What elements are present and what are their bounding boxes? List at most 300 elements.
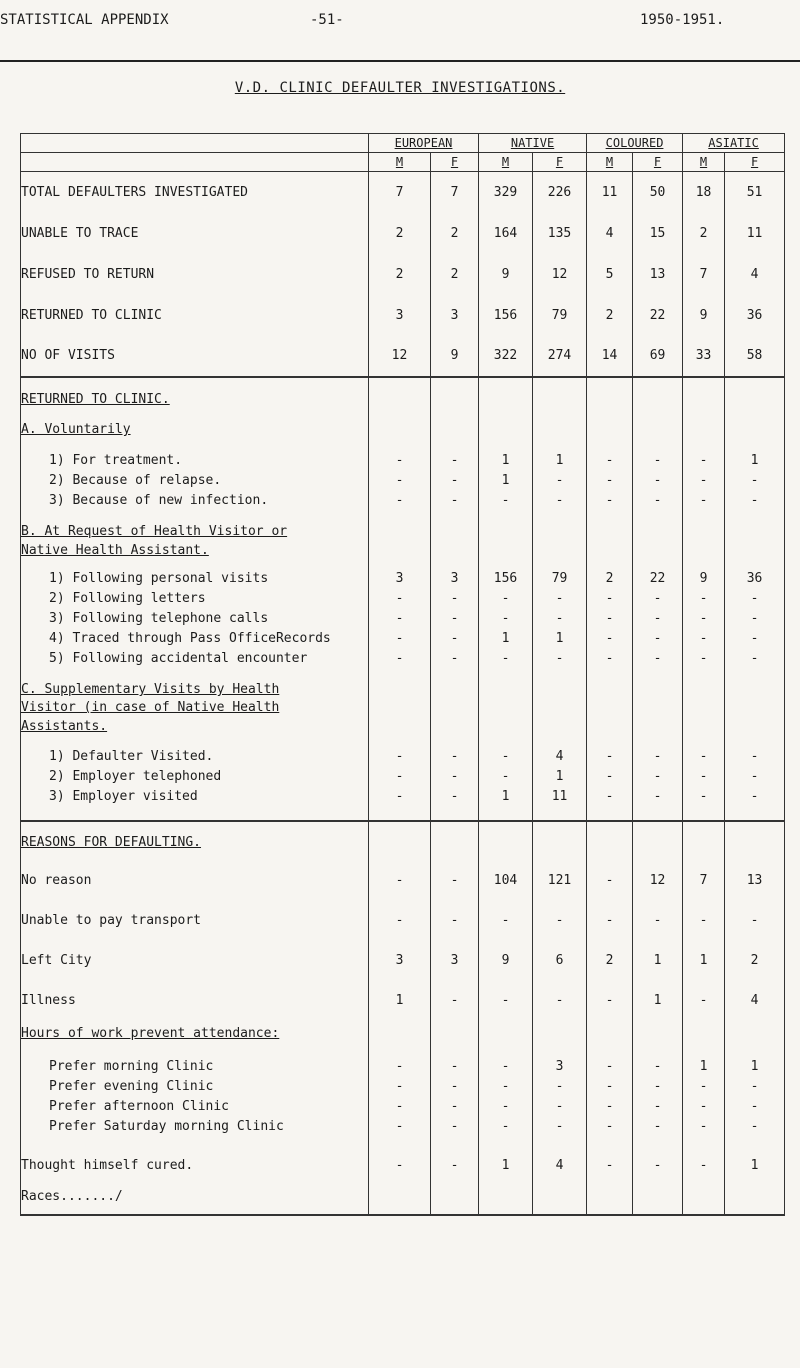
value-cell: 104: [479, 861, 533, 901]
empty-cell: [633, 523, 683, 541]
value-cell: -: [683, 609, 725, 629]
value-cell: -: [587, 901, 633, 941]
value-cell: -: [369, 491, 431, 511]
value-cell: [369, 1179, 431, 1215]
value-cell: [587, 1179, 633, 1215]
empty-cell: [725, 681, 785, 699]
value-cell: 135: [533, 213, 587, 254]
empty-cell: [533, 831, 587, 855]
value-cell: 12: [533, 254, 587, 295]
empty-cell: [21, 1137, 369, 1153]
value-cell: -: [725, 629, 785, 649]
value-cell: -: [725, 1117, 785, 1137]
col-sub: F: [633, 153, 683, 172]
section-heading-row: [21, 419, 785, 441]
value-cell: -: [479, 491, 533, 511]
sub-header-row: [21, 153, 785, 172]
empty-cell: [633, 807, 683, 821]
empty-cell: [633, 1137, 683, 1153]
value-cell: 1: [683, 941, 725, 981]
value-cell: 121: [533, 861, 587, 901]
empty-cell: [479, 523, 533, 541]
empty-cell: [21, 561, 369, 569]
empty-cell: [533, 1047, 587, 1057]
value-cell: 13: [725, 861, 785, 901]
empty-cell: [369, 821, 431, 831]
empty-cell: [479, 541, 533, 561]
value-cell: -: [431, 471, 479, 491]
value-cell: -: [683, 1117, 725, 1137]
value-cell: -: [369, 767, 431, 787]
empty-cell: [683, 389, 725, 411]
empty-cell: [725, 1021, 785, 1047]
value-cell: -: [479, 1077, 533, 1097]
empty-cell: [431, 541, 479, 561]
empty-cell: [533, 737, 587, 747]
value-cell: 2: [431, 213, 479, 254]
value-cell: -: [683, 491, 725, 511]
value-cell: -: [633, 901, 683, 941]
empty-cell: [683, 1047, 725, 1057]
value-cell: -: [683, 747, 725, 767]
value-cell: 156: [479, 569, 533, 589]
table-row: [21, 861, 785, 901]
empty-cell: [587, 511, 633, 523]
empty-cell: [725, 561, 785, 569]
report-year: 1950-1951.: [640, 12, 725, 28]
value-cell: 9: [431, 336, 479, 377]
value-cell: 1: [369, 981, 431, 1021]
page-title: V.D. CLINIC DEFAULTER INVESTIGATIONS.: [234, 80, 566, 96]
value-cell: 2: [369, 213, 431, 254]
value-cell: -: [431, 451, 479, 471]
value-cell: 156: [479, 295, 533, 336]
empty-cell: [479, 717, 533, 737]
empty-cell: [587, 669, 633, 681]
table-row: [21, 295, 785, 336]
value-cell: 79: [533, 295, 587, 336]
empty-cell: [533, 441, 587, 451]
empty-cell: [533, 377, 587, 389]
empty-cell: [533, 411, 587, 419]
value-cell: -: [369, 1057, 431, 1077]
value-cell: -: [633, 1077, 683, 1097]
empty-cell: [587, 389, 633, 411]
value-cell: 2: [587, 295, 633, 336]
empty-cell: [633, 441, 683, 451]
row-label: RETURNED TO CLINIC: [21, 295, 369, 336]
empty-cell: [587, 1137, 633, 1153]
value-cell: 13: [633, 254, 683, 295]
value-cell: 1: [633, 981, 683, 1021]
value-cell: -: [587, 1117, 633, 1137]
empty-cell: [431, 807, 479, 821]
table-row: [21, 649, 785, 669]
table-row: [21, 1097, 785, 1117]
empty-cell: [431, 523, 479, 541]
empty-cell: [725, 821, 785, 831]
empty-cell: [587, 1021, 633, 1047]
value-cell: 4: [587, 213, 633, 254]
table-row: [21, 471, 785, 491]
empty-cell: [479, 1047, 533, 1057]
value-cell: -: [533, 609, 587, 629]
value-cell: -: [533, 589, 587, 609]
empty-cell: [533, 541, 587, 561]
corner-cell: [21, 134, 369, 153]
value-cell: -: [431, 767, 479, 787]
value-cell: -: [479, 609, 533, 629]
empty-cell: [683, 681, 725, 699]
empty-cell: [587, 681, 633, 699]
empty-cell: [533, 699, 587, 717]
empty-cell: [533, 511, 587, 523]
value-cell: 11: [587, 172, 633, 213]
value-cell: -: [369, 747, 431, 767]
row-label: 4) Traced through Pass OfficeRecords: [21, 629, 369, 649]
value-cell: -: [725, 901, 785, 941]
row-label: 3) Because of new infection.: [21, 491, 369, 511]
value-cell: -: [369, 589, 431, 609]
value-cell: -: [431, 491, 479, 511]
empty-cell: [725, 1047, 785, 1057]
empty-cell: [479, 419, 533, 441]
empty-cell: [587, 377, 633, 389]
row-label: Thought himself cured.: [21, 1153, 369, 1179]
value-cell: -: [725, 787, 785, 807]
value-cell: [633, 1179, 683, 1215]
table-row: [21, 981, 785, 1021]
value-cell: -: [633, 787, 683, 807]
value-cell: 226: [533, 172, 587, 213]
empty-cell: [479, 669, 533, 681]
value-cell: -: [431, 629, 479, 649]
value-cell: -: [587, 1097, 633, 1117]
col-sub: M: [479, 153, 533, 172]
empty-cell: [369, 1047, 431, 1057]
value-cell: [725, 1179, 785, 1215]
value-cell: -: [479, 767, 533, 787]
value-cell: -: [587, 471, 633, 491]
spacer-row: [21, 411, 785, 419]
section-heading-row: [21, 389, 785, 411]
empty-cell: [533, 389, 587, 411]
value-cell: 1: [725, 451, 785, 471]
empty-cell: [431, 681, 479, 699]
value-cell: -: [431, 1077, 479, 1097]
value-cell: -: [587, 747, 633, 767]
value-cell: -: [369, 609, 431, 629]
empty-cell: [725, 541, 785, 561]
spacer-row: [21, 737, 785, 747]
value-cell: -: [533, 1117, 587, 1137]
empty-cell: [587, 717, 633, 737]
value-cell: 2: [587, 941, 633, 981]
empty-cell: [683, 511, 725, 523]
empty-cell: [431, 419, 479, 441]
empty-cell: [369, 699, 431, 717]
col-group-european: EUROPEAN: [369, 134, 479, 153]
value-cell: -: [683, 451, 725, 471]
value-cell: -: [369, 1077, 431, 1097]
empty-cell: [369, 441, 431, 451]
empty-cell: [479, 411, 533, 419]
row-label: Unable to pay transport: [21, 901, 369, 941]
value-cell: -: [369, 1097, 431, 1117]
empty-cell: [479, 511, 533, 523]
value-cell: -: [533, 1077, 587, 1097]
value-cell: -: [369, 471, 431, 491]
empty-cell: [431, 389, 479, 411]
value-cell: -: [683, 1153, 725, 1179]
value-cell: 9: [683, 569, 725, 589]
spacer-row: [21, 1137, 785, 1153]
empty-cell: [633, 717, 683, 737]
empty-cell: [725, 807, 785, 821]
spacer-row: [21, 669, 785, 681]
value-cell: -: [431, 981, 479, 1021]
table-row: [21, 254, 785, 295]
value-cell: -: [431, 649, 479, 669]
empty-cell: [533, 821, 587, 831]
value-cell: 1: [479, 451, 533, 471]
value-cell: -: [587, 1077, 633, 1097]
appendix-label: STATISTICAL APPENDIX: [0, 12, 169, 28]
empty-cell: [431, 1021, 479, 1047]
table-row: [21, 609, 785, 629]
empty-cell: [683, 821, 725, 831]
col-sub: M: [369, 153, 431, 172]
empty-cell: [431, 441, 479, 451]
value-cell: -: [633, 589, 683, 609]
empty-cell: [633, 377, 683, 389]
empty-cell: [21, 1047, 369, 1057]
empty-cell: [587, 807, 633, 821]
value-cell: -: [725, 747, 785, 767]
row-label: 3) Employer visited: [21, 787, 369, 807]
spacer-row: [21, 561, 785, 569]
value-cell: 15: [633, 213, 683, 254]
value-cell: 7: [431, 172, 479, 213]
value-cell: -: [683, 1077, 725, 1097]
value-cell: -: [369, 1117, 431, 1137]
section-heading-row: [21, 681, 785, 699]
empty-cell: [587, 561, 633, 569]
value-cell: -: [633, 471, 683, 491]
value-cell: 1: [533, 629, 587, 649]
empty-cell: [633, 561, 683, 569]
empty-cell: [725, 737, 785, 747]
value-cell: 12: [633, 861, 683, 901]
section-heading: B. At Request of Health Visitor or: [21, 523, 369, 541]
row-label: Illness: [21, 981, 369, 1021]
value-cell: -: [533, 1097, 587, 1117]
value-cell: 22: [633, 569, 683, 589]
empty-cell: [533, 669, 587, 681]
empty-cell: [587, 699, 633, 717]
empty-cell: [633, 511, 683, 523]
value-cell: -: [633, 1117, 683, 1137]
value-cell: 1: [479, 629, 533, 649]
value-cell: 3: [369, 941, 431, 981]
value-cell: 7: [683, 254, 725, 295]
empty-cell: [633, 699, 683, 717]
value-cell: -: [633, 649, 683, 669]
empty-cell: [21, 737, 369, 747]
value-cell: -: [683, 981, 725, 1021]
empty-cell: [683, 419, 725, 441]
value-cell: -: [725, 1077, 785, 1097]
empty-cell: [633, 821, 683, 831]
empty-cell: [369, 669, 431, 681]
empty-cell: [21, 377, 369, 389]
row-label: UNABLE TO TRACE: [21, 213, 369, 254]
empty-cell: [725, 389, 785, 411]
empty-cell: [725, 419, 785, 441]
section-heading: A. Voluntarily: [21, 419, 369, 441]
value-cell: -: [633, 451, 683, 471]
empty-cell: [369, 511, 431, 523]
empty-cell: [533, 1137, 587, 1153]
col-sub: M: [683, 153, 725, 172]
empty-cell: [431, 1047, 479, 1057]
value-cell: -: [369, 861, 431, 901]
value-cell: -: [479, 901, 533, 941]
empty-cell: [633, 681, 683, 699]
section-heading-row: [21, 717, 785, 737]
value-cell: 11: [725, 213, 785, 254]
value-cell: -: [369, 649, 431, 669]
table-row: [21, 213, 785, 254]
value-cell: 1: [725, 1057, 785, 1077]
col-sub: F: [533, 153, 587, 172]
value-cell: 1: [533, 451, 587, 471]
empty-cell: [369, 831, 431, 855]
value-cell: -: [633, 747, 683, 767]
value-cell: -: [431, 1117, 479, 1137]
value-cell: -: [533, 471, 587, 491]
value-cell: 4: [533, 747, 587, 767]
empty-cell: [21, 411, 369, 419]
spacer-row: [21, 807, 785, 821]
value-cell: -: [533, 491, 587, 511]
empty-cell: [479, 699, 533, 717]
empty-cell: [587, 411, 633, 419]
value-cell: 1: [479, 787, 533, 807]
corner-cell: [21, 153, 369, 172]
empty-cell: [683, 699, 725, 717]
spacer-row: [21, 1047, 785, 1057]
value-cell: 22: [633, 295, 683, 336]
value-cell: 1: [725, 1153, 785, 1179]
empty-cell: [431, 831, 479, 855]
empty-cell: [587, 831, 633, 855]
value-cell: -: [431, 609, 479, 629]
table-row: [21, 787, 785, 807]
table-row: [21, 172, 785, 213]
empty-cell: [479, 441, 533, 451]
empty-cell: [725, 669, 785, 681]
row-label: 3) Following telephone calls: [21, 609, 369, 629]
value-cell: 3: [369, 569, 431, 589]
value-cell: -: [587, 861, 633, 901]
value-cell: 51: [725, 172, 785, 213]
col-sub: M: [587, 153, 633, 172]
value-cell: 1: [533, 767, 587, 787]
value-cell: 2: [683, 213, 725, 254]
section-heading: REASONS FOR DEFAULTING.: [21, 831, 369, 855]
empty-cell: [479, 1137, 533, 1153]
row-label: Prefer morning Clinic: [21, 1057, 369, 1077]
value-cell: 14: [587, 336, 633, 377]
row-label: Prefer evening Clinic: [21, 1077, 369, 1097]
empty-cell: [431, 561, 479, 569]
value-cell: -: [533, 649, 587, 669]
value-cell: -: [479, 747, 533, 767]
empty-cell: [633, 419, 683, 441]
row-label: NO OF VISITS: [21, 336, 369, 377]
value-cell: 6: [533, 941, 587, 981]
value-cell: 1: [633, 941, 683, 981]
empty-cell: [369, 737, 431, 747]
value-cell: -: [533, 901, 587, 941]
empty-cell: [431, 737, 479, 747]
value-cell: -: [725, 609, 785, 629]
value-cell: 36: [725, 295, 785, 336]
table-row: [21, 941, 785, 981]
row-label: No reason: [21, 861, 369, 901]
empty-cell: [725, 441, 785, 451]
empty-cell: [431, 717, 479, 737]
empty-cell: [369, 411, 431, 419]
row-label: 2) Because of relapse.: [21, 471, 369, 491]
col-sub: F: [725, 153, 785, 172]
section-heading-row: [21, 699, 785, 717]
value-cell: -: [633, 609, 683, 629]
empty-cell: [369, 419, 431, 441]
empty-cell: [725, 377, 785, 389]
value-cell: -: [683, 787, 725, 807]
col-group-coloured: COLOURED: [587, 134, 683, 153]
spacer-row: [21, 441, 785, 451]
empty-cell: [369, 561, 431, 569]
row-label: 5) Following accidental encounter: [21, 649, 369, 669]
value-cell: 1: [479, 1153, 533, 1179]
row-label: Prefer afternoon Clinic: [21, 1097, 369, 1117]
value-cell: -: [683, 1097, 725, 1117]
value-cell: -: [587, 589, 633, 609]
section-heading-row: [21, 523, 785, 541]
value-cell: -: [369, 451, 431, 471]
value-cell: 1: [479, 471, 533, 491]
empty-cell: [369, 1021, 431, 1047]
value-cell: 9: [479, 254, 533, 295]
empty-cell: [21, 511, 369, 523]
value-cell: -: [725, 471, 785, 491]
table-row: [21, 1153, 785, 1179]
table-row: [21, 1057, 785, 1077]
value-cell: 164: [479, 213, 533, 254]
value-cell: 322: [479, 336, 533, 377]
row-label: 1) For treatment.: [21, 451, 369, 471]
defaulter-table: [20, 133, 785, 1216]
row-label: 2) Employer telephoned: [21, 767, 369, 787]
empty-cell: [431, 821, 479, 831]
table-row: [21, 767, 785, 787]
empty-cell: [431, 1137, 479, 1153]
empty-cell: [533, 561, 587, 569]
empty-cell: [683, 523, 725, 541]
